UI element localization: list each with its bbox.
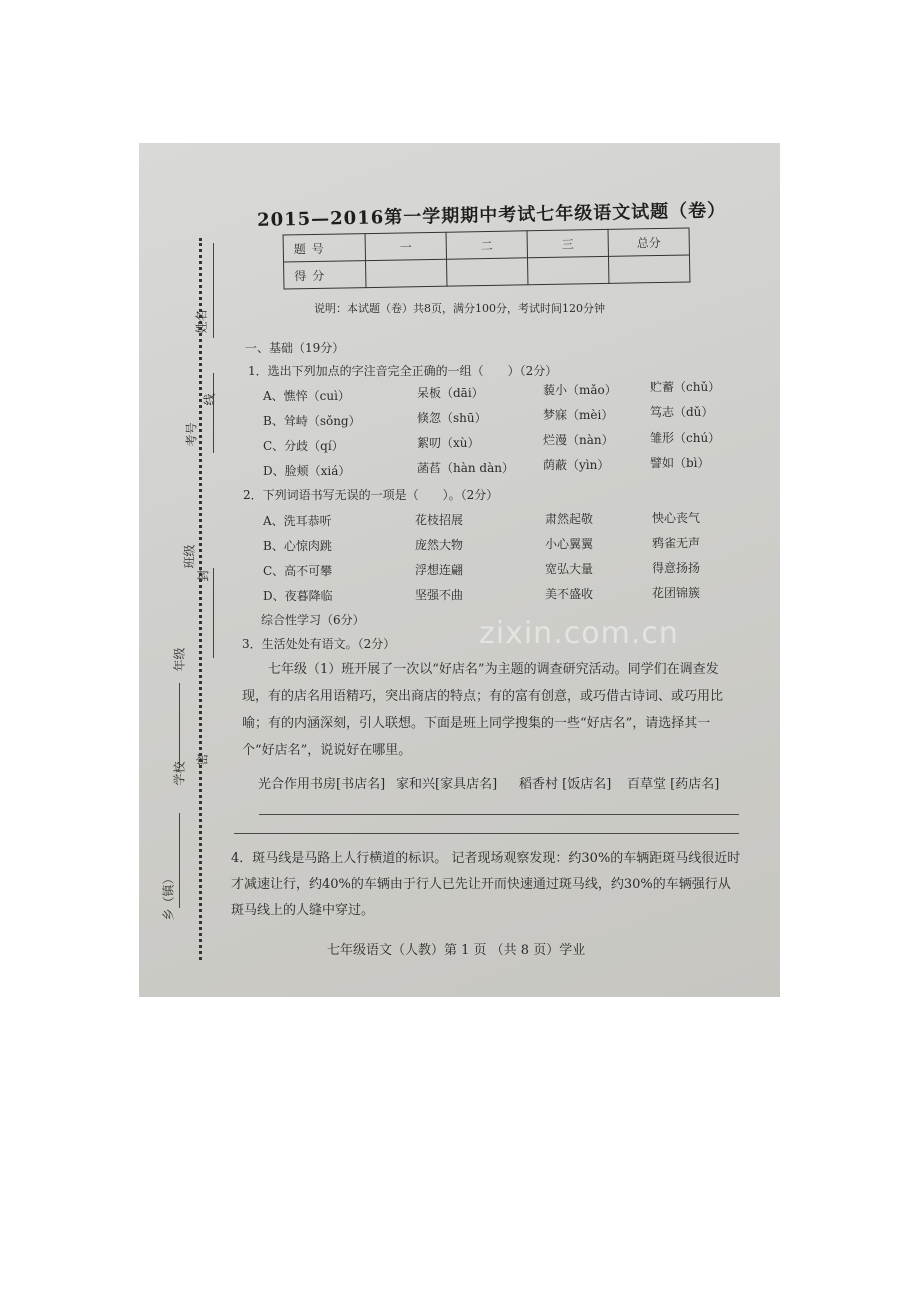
seal-mark-seal: 封	[196, 569, 211, 582]
option-cell: 梦寐（mèi）	[543, 408, 614, 422]
question-text: 4．斑马线是马路上人行横道的标识。 记者现场观察发现：约30%的车辆距斑马线很近时才减速让行，约40%的车辆由于行人已先让开而快速通过斑马线，约30%的车辆强行从斑马线上的人缝中穿过。	[231, 851, 741, 918]
table-cell	[527, 256, 608, 284]
option-cell: 譬如（bì）	[650, 456, 710, 470]
table-cell: 一	[365, 232, 446, 260]
exam-photo	[139, 143, 780, 997]
option-cell: 宽弘大量	[545, 562, 594, 576]
binding-label-school: 学校	[172, 761, 187, 786]
option-cell: C、高不可攀	[263, 564, 333, 578]
binding-label-town: 乡（镇）	[161, 872, 176, 921]
table-cell	[608, 255, 689, 283]
option-cell: 得意扬扬	[652, 561, 701, 575]
option-cell: 花枝招展	[415, 513, 464, 527]
table-cell: 三	[527, 229, 608, 257]
table-cell	[366, 259, 447, 287]
option-cell: 庞然大物	[415, 538, 464, 552]
table-cell	[447, 258, 528, 286]
page-footer: 七年级语文（人教）第 1 页 （共 8 页）学业	[327, 943, 586, 958]
option-cell: 荫蔽（yìn）	[543, 458, 610, 472]
option-cell: D、夜暮降临	[263, 589, 333, 603]
option-cell: C、分歧（qí）	[263, 439, 344, 453]
binding-label-name: 姓名	[194, 309, 209, 334]
option-cell: 鸦雀无声	[652, 536, 701, 550]
table-cell: 题号	[283, 234, 365, 262]
answer-line	[234, 833, 739, 834]
option-cell: 浮想连翩	[415, 563, 464, 577]
grade-fill-line	[179, 683, 180, 768]
shop-name: 稻香村 [饭店名]	[519, 777, 612, 792]
option-cell: 菡萏（hàn dàn）	[417, 461, 514, 475]
option-cell: A、洗耳恭听	[263, 514, 332, 528]
option-cell: 坚强不曲	[415, 588, 464, 602]
option-cell: A、憔悴（cuì）	[263, 389, 350, 403]
option-cell: 怏心丧气	[652, 511, 701, 525]
option-cell: 花团锦簇	[652, 586, 701, 600]
binding-label-class: 班级	[182, 544, 197, 569]
answer-line	[259, 814, 739, 815]
question-stem: 1．选出下列加点的字注音完全正确的一组（ ）（2分）	[248, 364, 558, 378]
option-cell: D、脸颊（xiá）	[263, 464, 351, 478]
shop-name: 光合作用书房[书店名]	[258, 777, 386, 792]
shop-name: 百草堂 [药店名]	[627, 777, 720, 792]
option-cell: 絮叨（xù）	[417, 436, 480, 450]
question-stem: 3．生活处处有语文。（2分）	[242, 637, 396, 651]
town-fill-line	[179, 813, 180, 908]
exam-note: 说明：本试题（卷）共8页，满分100分，考试时间120分钟	[314, 302, 605, 315]
option-cell: B、耸峙（sǒng）	[263, 414, 361, 428]
exam-title: 2015—2016第一学期期中考试七年级语文试题（卷）	[256, 200, 727, 231]
seal-mark-line: 线	[202, 393, 217, 406]
shop-name: 家和兴[家具店名]	[396, 777, 498, 792]
binding-label-number: 考号	[184, 422, 199, 447]
class-fill-line	[213, 568, 214, 658]
question-stem: 2．下列词语书写无误的一项是（ ）。（2分）	[243, 488, 499, 502]
number-fill-line	[213, 373, 214, 453]
score-table	[283, 227, 691, 289]
section-heading: 综合性学习（6分）	[261, 613, 365, 627]
option-cell: 藐小（mǎo）	[543, 383, 617, 397]
table-row	[284, 255, 690, 289]
seal-dotted-line	[199, 238, 202, 960]
option-cell: B、心惊肉跳	[263, 539, 332, 553]
table-cell: 二	[446, 231, 527, 259]
option-cell: 贮蓄（chǔ）	[650, 380, 721, 394]
option-cell: 雏形（chú）	[650, 431, 721, 445]
name-fill-line	[213, 243, 214, 338]
question-paragraph: 七年级（1）班开展了一次以“好店名”为主题的调查研究活动。同学们在调查发现，有的店名用语精巧，突出商店的特点；有的富有创意，或巧借古诗词、或巧用比喻；有的内涵深刻，引人联想。下面是班上同学搜集的一些“好店名”，请选择其一个“好店名”，说说好在哪里。	[242, 662, 724, 758]
option-cell: 肃然起敬	[545, 512, 594, 526]
seal-mark-secret: 密	[195, 753, 210, 766]
option-cell: 呆板（dāi）	[417, 386, 484, 400]
option-cell: 美不盛收	[545, 587, 594, 601]
binding-label-grade: 年级	[172, 647, 187, 672]
option-cell: 笃志（dǔ）	[650, 405, 714, 419]
option-cell: 小心翼翼	[545, 537, 594, 551]
option-cell: 烂漫（nàn）	[543, 433, 614, 447]
section-heading: 一、基础（19分）	[245, 341, 345, 355]
watermark: zixin.com.cn	[479, 616, 679, 651]
table-cell: 得分	[284, 261, 366, 289]
option-cell: 倏忽（shū）	[417, 411, 487, 425]
table-cell: 总分	[608, 228, 689, 256]
